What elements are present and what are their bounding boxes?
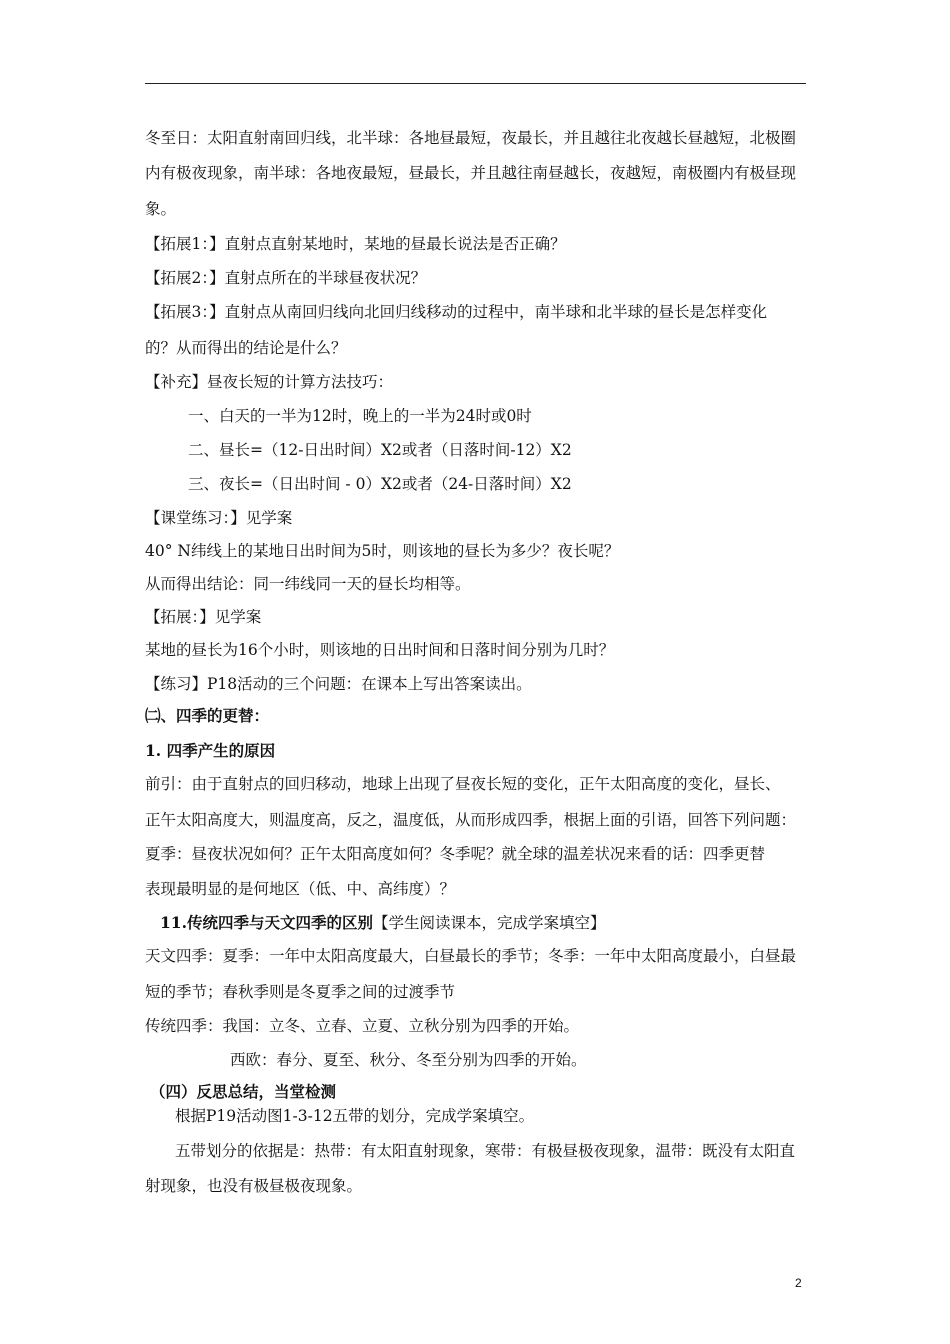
class-exercise-heading: 【课堂练习：】见学案 [145,509,293,527]
text-line: 某地的昼长为16个小时，则该地的日出时间和日落时间分别为几时？ [145,641,615,659]
page-number: 2 [795,1276,802,1290]
text-line: 射现象，也没有极昼极夜现象。 [145,1177,363,1195]
method-item-3: 三、夜长=（日出时间 - 0）X2或者（24-日落时间）X2 [188,475,572,493]
subsection-title: 11.传统四季与天文四季的区别 [160,913,373,932]
text-line: 天文四季：夏季：一年中太阳高度最大，白昼最长的季节；冬季：一年中太阳高度最小，白昼最 [145,947,797,965]
extension-heading: 【拓展：】见学案 [145,608,262,626]
text-line: 内有极夜现象，南半球：各地夜最短，昼最长，并且越往南昼越长，夜越短，南极圈内有极昼现 [145,164,797,182]
text-line: 短的季节；春秋季则是冬夏季之间的过渡季节 [145,983,456,1001]
text-line: 五带划分的依据是：热带：有太阳直射现象，寒带：有极昼极夜现象，温带：既没有太阳直 [175,1142,796,1160]
text-line: 表现最明显的是何地区（低、中、高纬度）？ [145,880,456,898]
text-line: 根据P19活动图1-3-12五带的划分，完成学案填空。 [175,1107,535,1125]
subsection-heading: 1. 四季产生的原因 [145,741,276,760]
text-line: 的？从而得出的结论是什么？ [145,339,347,357]
method-item-2: 二、昼长=（12-日出时间）X2或者（日落时间-12）X2 [188,441,572,459]
text-line: 冬至日：太阳直射南回归线，北半球：各地昼最短，夜最长，并且越往北夜越长昼越短，北极圈 [145,129,797,147]
text-line: 从而得出结论：同一纬线同一天的昼长均相等。 [145,575,471,593]
subsection-heading-2 [160,913,605,933]
extension-2: 【拓展2：】直射点所在的半球昼夜状况？ [145,269,427,287]
text-line: 正午太阳高度大，则温度高，反之，温度低，从而形成四季，根据上面的引语，回答下列问题： [145,811,797,829]
practice-heading: 【练习】P18活动的三个问题：在课本上写出答案读出。 [145,675,532,693]
section-heading-4: （四）反思总结，当堂检测 [150,1082,337,1101]
supplement-heading: 【补充】昼夜长短的计算方法技巧： [145,373,394,391]
section-heading: ㈡、四季的更替： [145,706,270,725]
method-item-1: 一、白天的一半为12时，晚上的一半为24时或0时 [188,407,532,425]
header-rule [145,83,806,84]
text-line: 40° N纬线上的某地日出时间为5时，则该地的昼长为多少？夜长呢？ [145,542,620,560]
extension-3: 【拓展3：】直射点从南回归线向北回归线移动的过程中，南半球和北半球的昼长是怎样变化 [145,303,768,321]
subsection-note: 【学生阅读课本，完成学案填空】 [372,914,606,932]
extension-1: 【拓展1：】直射点直射某地时，某地的昼最长说法是否正确？ [145,235,566,253]
text-line: 传统四季：我国：立冬、立春、立夏、立秋分别为四季的开始。 [145,1017,580,1035]
text-line: 前引：由于直射点的回归移动，地球上出现了昼夜长短的变化，正午太阳高度的变化，昼长、 [145,775,781,793]
text-line: 西欧：春分、夏至、秋分、冬至分别为四季的开始。 [230,1051,587,1069]
text-line: 夏季：昼夜状况如何？正午太阳高度如何？冬季呢？就全球的温差状况来看的话：四季更替 [145,845,766,863]
text-line: 象。 [145,200,177,218]
